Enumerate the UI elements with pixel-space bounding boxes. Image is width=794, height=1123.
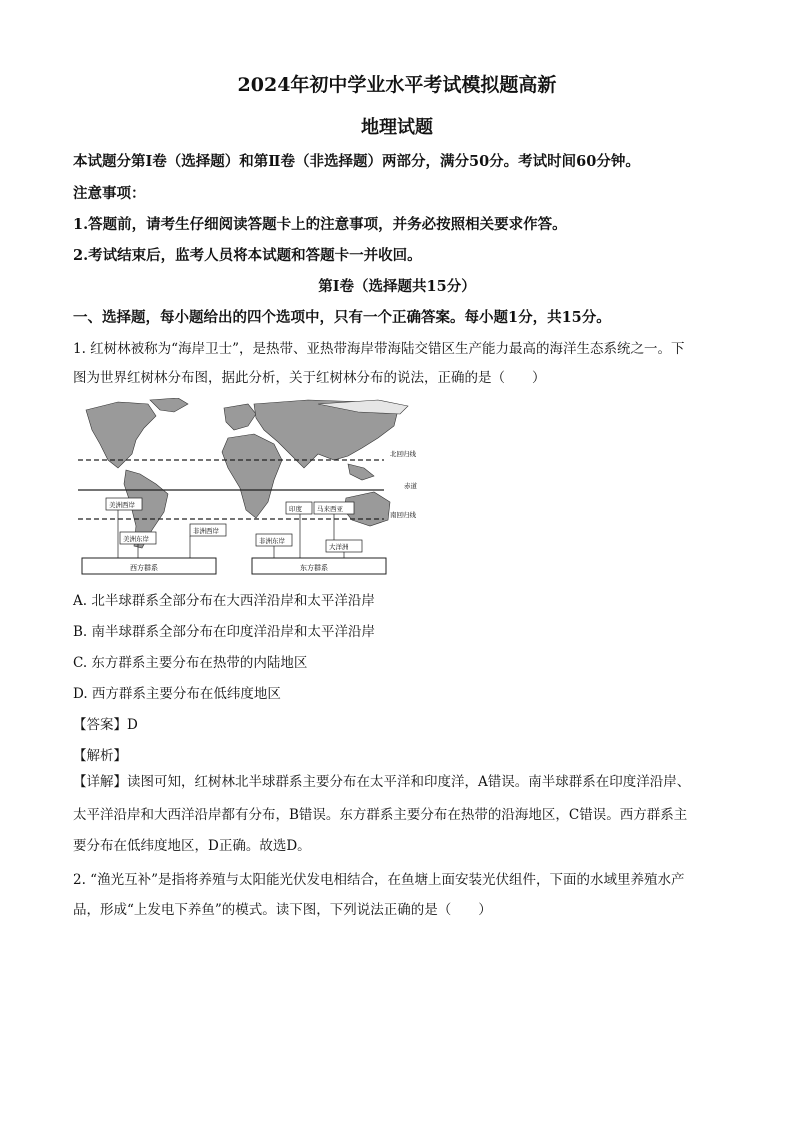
q2-stem-line2: 品，形成“上发电下养鱼”的模式。读下图，下列说法正确的是（ ） <box>73 902 492 918</box>
west-group-label: 西方群系 <box>130 564 158 572</box>
mangrove-distribution-map <box>78 398 428 578</box>
lat-equator-label: 赤道 <box>404 482 417 490</box>
box-india: 印度 <box>289 505 302 513</box>
q1-option-b[interactable]: B. 南半球群系全部分布在印度洋沿岸和太平洋沿岸 <box>73 624 376 640</box>
world-landmass <box>86 398 408 548</box>
q1-stem-line1: 1. 红树林被称为“海岸卫士”，是热带、亚热带海岸带海陆交错区生产能力最高的海洋生态系统之一。下 <box>73 341 685 357</box>
box-africa-west: 非洲西岸 <box>193 527 219 535</box>
answer-label: 【答案】 <box>73 717 127 733</box>
box-malaysia: 马来西亚 <box>317 505 343 513</box>
lat-south-label: 南回归线 <box>390 511 416 519</box>
intro-text: 本试题分第Ⅰ卷（选择题）和第Ⅱ卷（非选择题）两部分，满分50分。考试时间60分钟。 <box>73 153 640 170</box>
box-america-east: 美洲东岸 <box>123 535 149 543</box>
q2-stem-line1: 2. “渔光互补”是指将养殖与太阳能光伏发电相结合，在鱼塘上面安装光伏组件，下面的水域里养殖水产 <box>73 872 685 888</box>
notes-heading: 注意事项： <box>73 185 146 202</box>
section-instruction: 一、选择题，每小题给出的四个选项中，只有一个正确答案。每小题1分，共15分。 <box>73 309 611 326</box>
q1-option-a[interactable]: A. 北半球群系全部分布在大西洋沿岸和太平洋沿岸 <box>73 593 375 609</box>
east-group-label: 东方群系 <box>300 564 328 572</box>
notes-item-2: 2.考试结束后，监考人员将本试题和答题卡一并收回。 <box>73 247 422 264</box>
q1-stem-line2: 图为世界红树林分布图，据此分析，关于红树林分布的说法，正确的是（ ） <box>73 370 546 386</box>
page-subtitle: 地理试题 <box>361 117 433 138</box>
q1-detail-line2: 太平洋沿岸和大西洋沿岸都有分布，B错误。东方群系主要分布在热带的沿海地区，C错误。西方群系主 <box>73 807 688 823</box>
q1-detail-line1: 【详解】读图可知，红树林北半球群系主要分布在太平洋和印度洋，A错误。南半球群系在印度洋沿岸、 <box>73 774 691 790</box>
box-africa-east: 非洲东岸 <box>259 537 285 545</box>
section-title: 第Ⅰ卷（选择题共15分） <box>318 278 476 295</box>
q1-option-d[interactable]: D. 西方群系主要分布在低纬度地区 <box>73 686 281 702</box>
box-america-west: 美洲西岸 <box>109 501 135 509</box>
q1-detail-line3: 要分布在低纬度地区，D正确。故选D。 <box>73 838 311 854</box>
notes-item-1: 1.答题前，请考生仔细阅读答题卡上的注意事项，并务必按照相关要求作答。 <box>73 216 567 233</box>
lat-north-label: 北回归线 <box>390 450 416 458</box>
box-oceania: 大洋洲 <box>329 543 349 551</box>
q1-option-c[interactable]: C. 东方群系主要分布在热带的内陆地区 <box>73 655 308 671</box>
q1-answer <box>73 713 138 733</box>
q1-analysis-label: 【解析】 <box>73 748 127 764</box>
page-title: 2024年初中学业水平考试模拟题高新 <box>237 74 557 96</box>
answer-value: D <box>127 717 138 733</box>
